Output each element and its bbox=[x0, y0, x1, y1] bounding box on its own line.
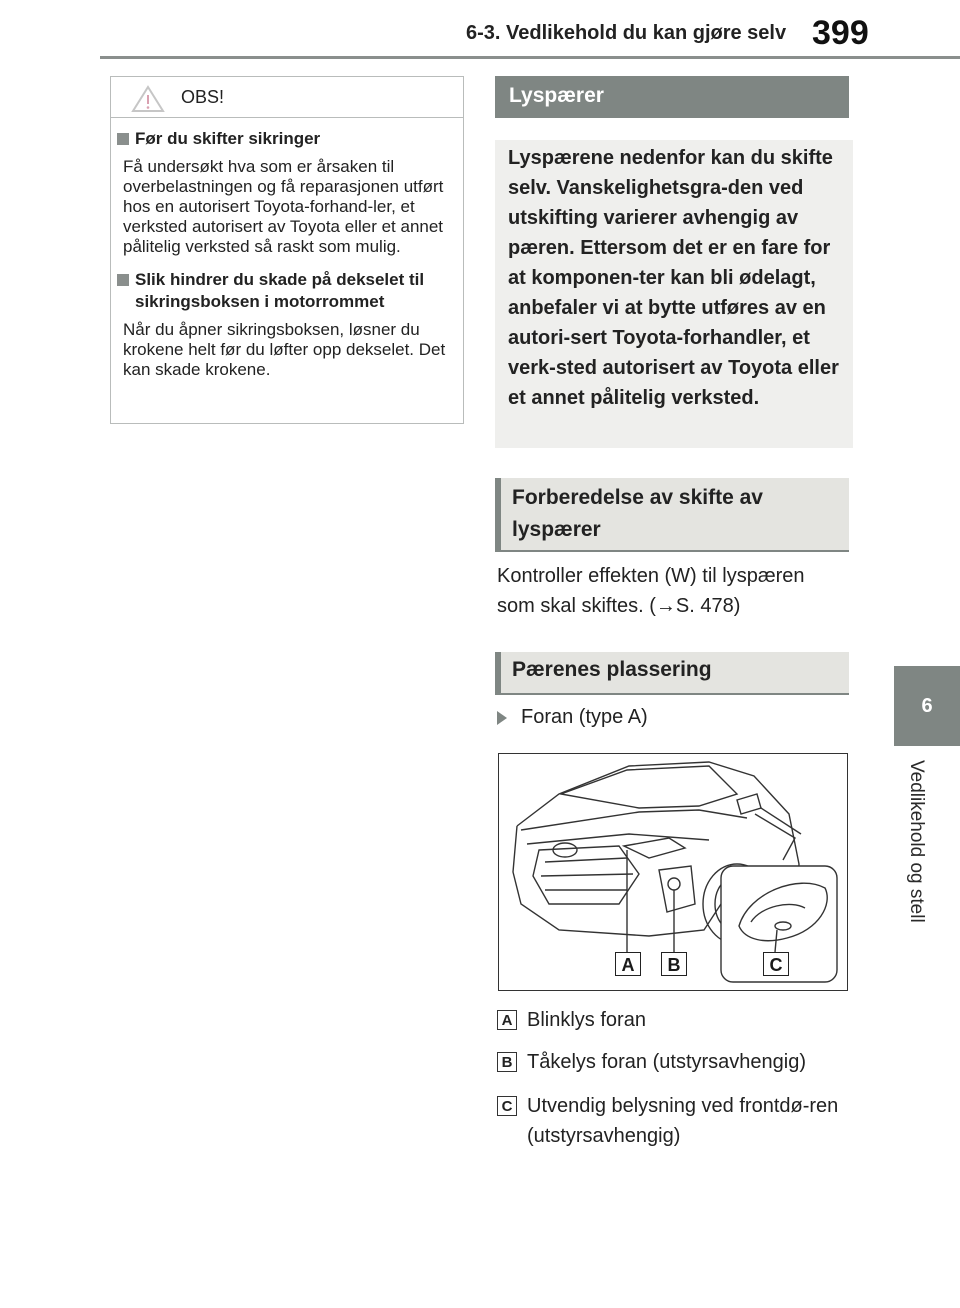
subsection-heading-preparation: Forberedelse av skifte av lyspærer bbox=[495, 478, 849, 552]
figure-label-b: B bbox=[661, 952, 687, 976]
bullet-front-type-a bbox=[497, 706, 648, 729]
subsection-heading-location: Pærenes plassering bbox=[495, 652, 849, 695]
figure-label-c: C bbox=[763, 952, 789, 976]
legend-item-b bbox=[497, 1047, 839, 1077]
caution-header bbox=[111, 77, 463, 118]
header-divider bbox=[100, 56, 960, 59]
caution-heading-2 bbox=[117, 269, 447, 313]
legend-text-b: Tåkelys foran (utstyrsavhengig) bbox=[527, 1051, 807, 1073]
page-number: 399 bbox=[812, 14, 869, 52]
caution-box bbox=[110, 76, 464, 424]
caution-text-1: Få undersøkt hva som er årsaken til overbelastningen og få reparasjonen utført hos en autorisert Toyota-forhand-ler, et verksted autorisert av Toyota eller et annet pålitelig verksted så raskt som mulig. bbox=[123, 157, 444, 256]
legend-item-c bbox=[497, 1091, 839, 1151]
chapter-number: 6 bbox=[921, 694, 933, 717]
caution-heading-1 bbox=[117, 128, 447, 150]
legend-text-c: Utvendig belysning ved frontdø-ren (utstyrsavhengig) bbox=[527, 1095, 839, 1147]
triangle-bullet-icon bbox=[497, 711, 507, 725]
square-bullet-icon bbox=[117, 274, 129, 286]
bullet-text: Foran (type A) bbox=[521, 706, 648, 728]
preparation-text: Kontroller effekten (W) til lyspæren som skal skiftes. (→S. 478) bbox=[497, 565, 805, 617]
figure-label-a: A bbox=[615, 952, 641, 976]
warning-triangle-icon bbox=[131, 85, 165, 113]
caution-text-2: Når du åpner sikringsboksen, løsner du krokene helt før du løfter opp dekselet. Det kan skade krokene. bbox=[123, 320, 446, 379]
legend-text-a: Blinklys foran bbox=[527, 1009, 646, 1031]
chapter-tab[interactable] bbox=[894, 666, 960, 746]
caution-title: OBS! bbox=[181, 87, 225, 107]
legend-key-a: A bbox=[497, 1010, 517, 1030]
car-front-illustration bbox=[498, 753, 848, 991]
caution-heading-text: Før du skifter sikringer bbox=[135, 129, 321, 148]
section-header-title: 6-3. Vedlikehold du kan gjøre selv bbox=[466, 22, 787, 44]
intro-box: Lyspærene nedenfor kan du skifte selv. Vanskelighetsgra-den ved utskifting varierer avhengig av pæren. Ettersom det er en fare for at komponen-ter kan bli ødelagt, anbefaler vi at bytte utføres av en autori-sert Toyota-forhandler, et verk-sted autorisert av Toyota eller et annet pålitelig verksted. bbox=[495, 140, 853, 448]
section-title-bar: Lyspærer bbox=[495, 76, 849, 118]
legend-item-a bbox=[497, 1005, 839, 1035]
chapter-side-title: Vedlikehold og stell bbox=[906, 760, 927, 923]
legend-key-b: B bbox=[497, 1052, 517, 1072]
caution-heading-text: Slik hindrer du skade på dekselet til sikringsboksen i motorrommet bbox=[135, 270, 425, 311]
square-bullet-icon bbox=[117, 133, 129, 145]
legend-key-c: C bbox=[497, 1096, 517, 1116]
